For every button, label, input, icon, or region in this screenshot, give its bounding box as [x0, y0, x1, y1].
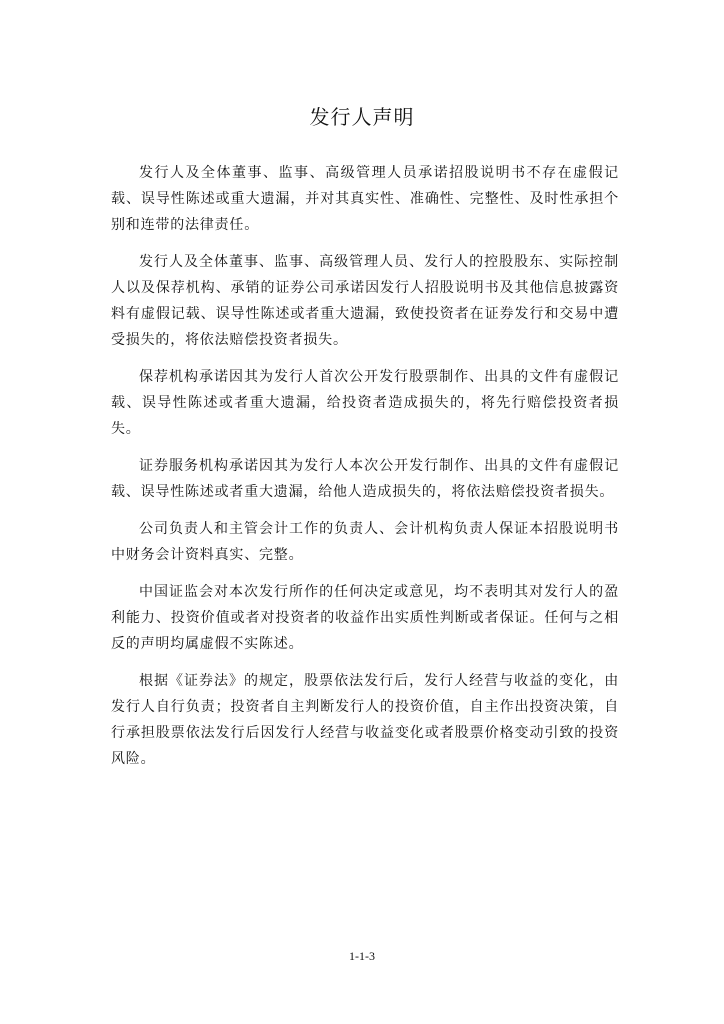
paragraph-3: 保荐机构承诺因其为发行人首次公开发行股票制作、出具的文件有虚假记载、误导性陈述或者重大遗漏，给投资者造成损失的，将先行赔偿投资者损失。: [111, 369, 619, 437]
page-title: 发行人声明: [309, 105, 415, 129]
paragraph-2: 发行人及全体董事、监事、高级管理人员、发行人的控股股东、实际控制人以及保荐机构、承销的证券公司承诺因发行人招股说明书及其他信息披露资料有虚假记载、误导性陈述或者重大遗漏，致使投资者在证券发行和交易中遭受损失的，将依法赔偿投资者损失。: [111, 254, 619, 348]
paragraph-5: 公司负责人和主管会计工作的负责人、会计机构负责人保证本招股说明书中财务会计资料真实、完整。: [111, 521, 619, 563]
page-number: 1-1-3: [349, 949, 375, 963]
paragraph-6: 中国证监会对本次发行所作的任何决定或意见，均不表明其对发行人的盈利能力、投资价值或者对投资者的收益作出实质性判断或者保证。任何与之相反的声明均属虚假不实陈述。: [111, 584, 619, 652]
statement-body: [111, 160, 619, 783]
paragraph-4: 证券服务机构承诺因其为发行人本次公开发行制作、出具的文件有虚假记载、误导性陈述或者重大遗漏，给他人造成损失的，将依法赔偿投资者损失。: [111, 458, 619, 500]
paragraph-7: 根据《证券法》的规定，股票依法发行后，发行人经营与收益的变化，由发行人自行负责；投资者自主判断发行人的投资价值，自主作出投资决策，自行承担股票依法发行后因发行人经营与收益变化或者股票价格变动引致的投资风险。: [111, 673, 619, 767]
paragraph-1: 发行人及全体董事、监事、高级管理人员承诺招股说明书不存在虚假记载、误导性陈述或重大遗漏，并对其真实性、准确性、完整性、及时性承担个别和连带的法律责任。: [111, 165, 619, 233]
